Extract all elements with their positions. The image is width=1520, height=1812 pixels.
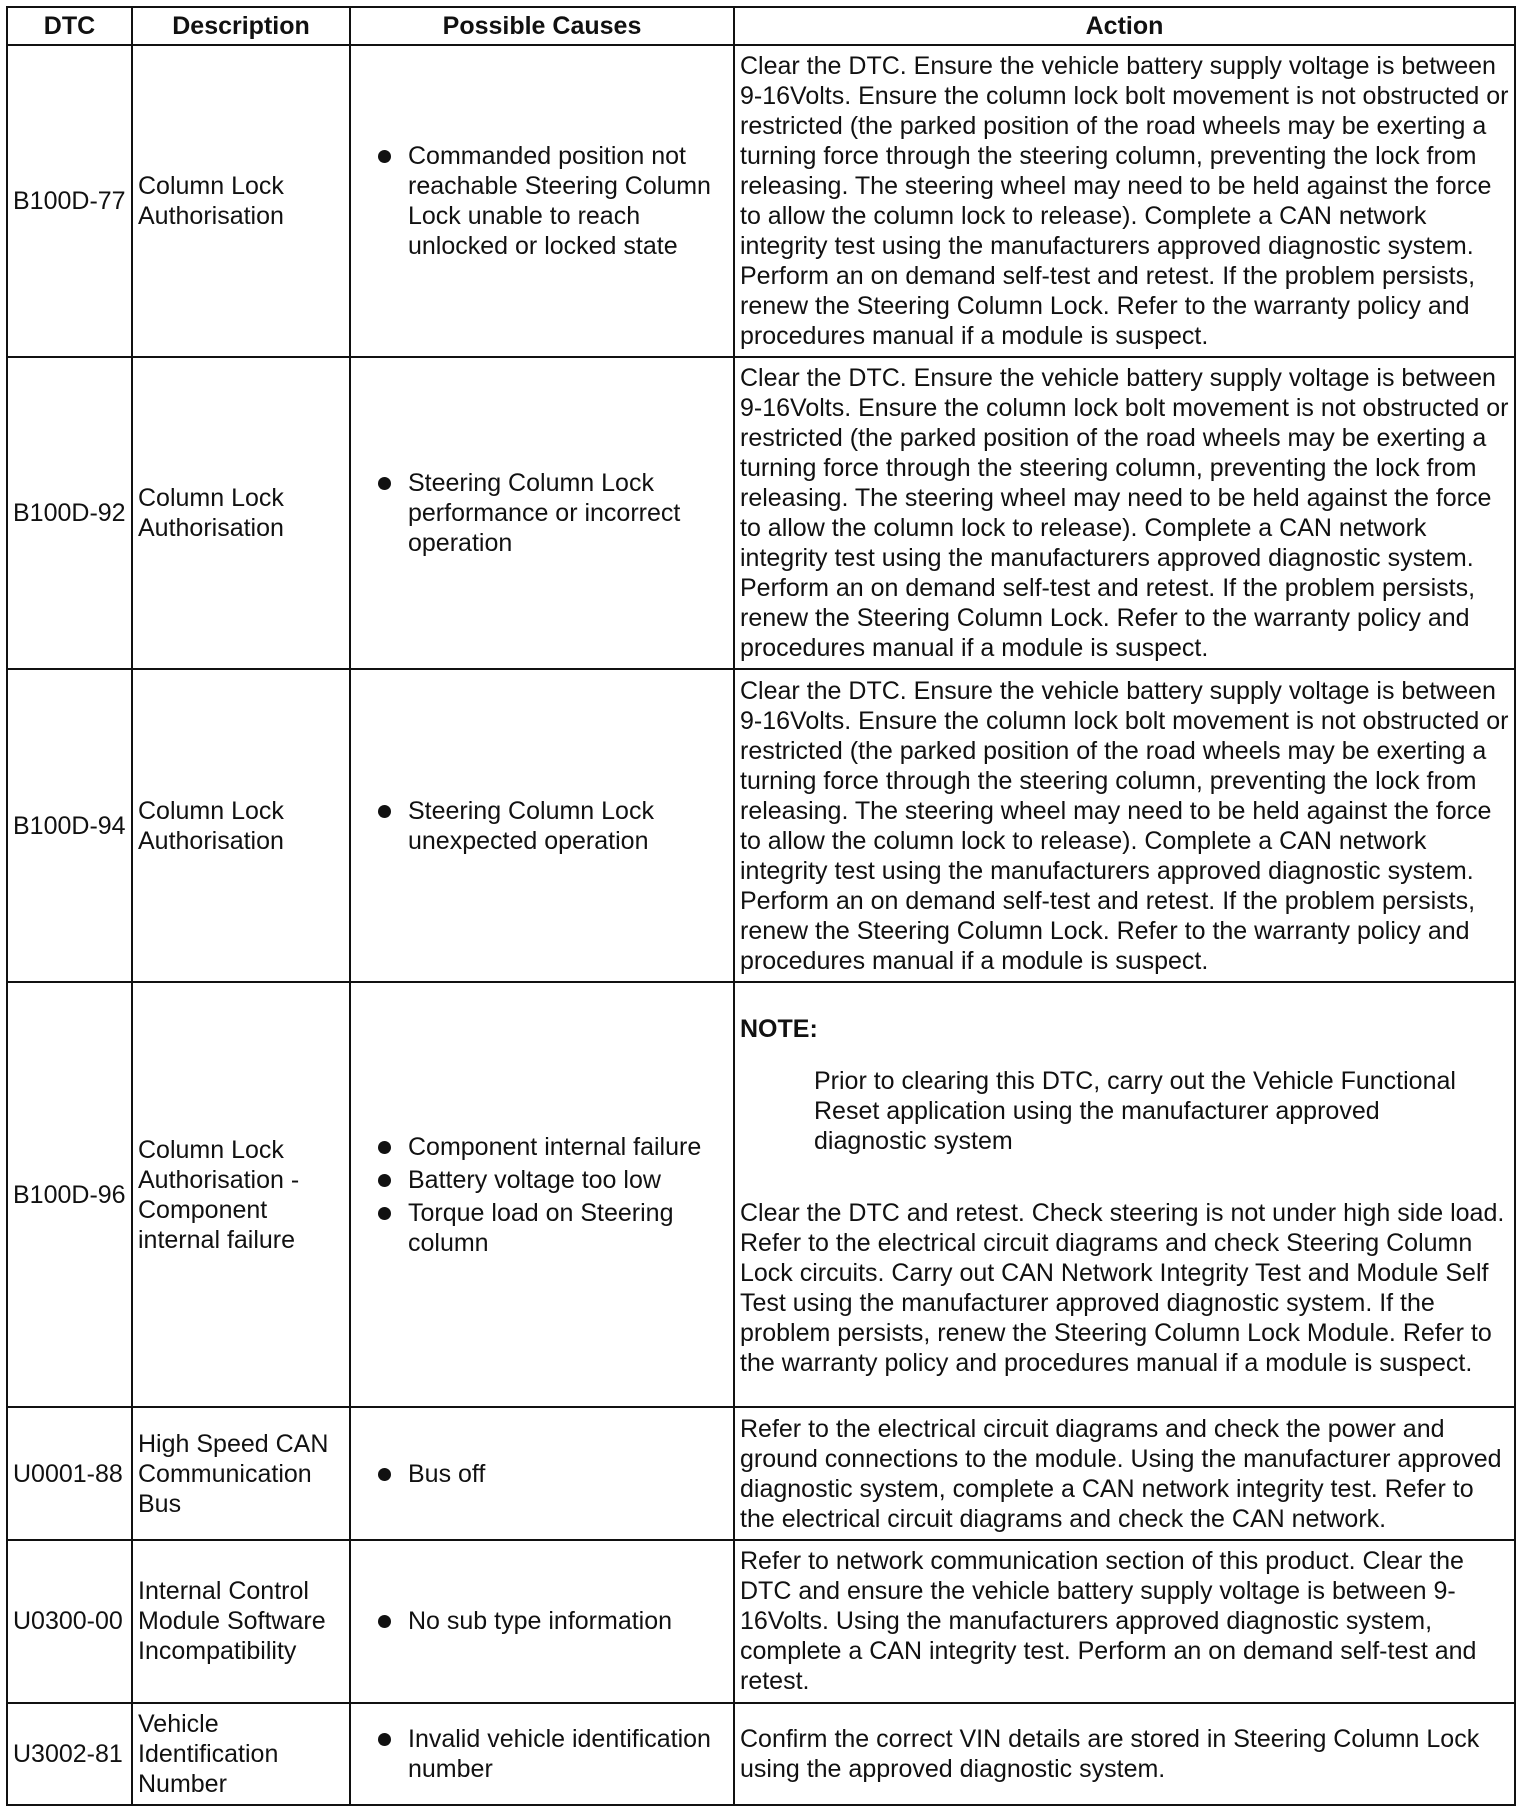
cause-item: Commanded position not reachable Steering Column Lock unable to reach unlocked or locked state — [378, 141, 724, 261]
note-title: NOTE: — [740, 1014, 818, 1043]
table-row — [7, 982, 1515, 1408]
table-row — [7, 1703, 1515, 1805]
cause-item: Steering Column Lock unexpected operation — [378, 796, 724, 856]
table-row — [7, 669, 1515, 981]
action-cell — [734, 982, 1515, 1408]
table-row — [7, 357, 1515, 669]
action-text: Confirm the correct VIN details are stored in Steering Column Lock using the approved diagnostic system. — [734, 1703, 1515, 1805]
header-action: Action — [734, 7, 1515, 45]
table-row — [7, 45, 1515, 357]
possible-causes — [350, 982, 734, 1408]
header-possible-causes: Possible Causes — [350, 7, 734, 45]
dtc-code: U0001-88 — [7, 1407, 132, 1540]
cause-item: Bus off — [378, 1459, 724, 1489]
cause-item: Invalid vehicle identification number — [378, 1724, 724, 1784]
dtc-description: Internal Control Module Software Incompatibility — [132, 1540, 350, 1703]
possible-causes — [350, 669, 734, 981]
dtc-code: B100D-92 — [7, 357, 132, 669]
dtc-table — [6, 6, 1516, 1806]
cause-item: Steering Column Lock performance or incorrect operation — [378, 468, 724, 558]
action-text: Refer to the electrical circuit diagrams and check the power and ground connections to the module. Using the manufacturer approved diagnostic system, complete a CAN network integrity test. Refer to the electrical circuit diagrams and check the CAN network. — [734, 1407, 1515, 1540]
cause-item: Component internal failure — [378, 1132, 724, 1162]
dtc-code: B100D-77 — [7, 45, 132, 357]
header-description: Description — [132, 7, 350, 45]
dtc-description: High Speed CAN Communication Bus — [132, 1407, 350, 1540]
possible-causes — [350, 1703, 734, 1805]
possible-causes — [350, 45, 734, 357]
dtc-description: Column Lock Authorisation — [132, 45, 350, 357]
dtc-code: B100D-96 — [7, 982, 132, 1408]
possible-causes — [350, 357, 734, 669]
dtc-code: B100D-94 — [7, 669, 132, 981]
dtc-description: Column Lock Authorisation - Component internal failure — [132, 982, 350, 1408]
table-row — [7, 1540, 1515, 1703]
dtc-description: Column Lock Authorisation — [132, 669, 350, 981]
action-text: Clear the DTC. Ensure the vehicle battery supply voltage is between 9-16Volts. Ensure the column lock bolt movement is not obstructed or restricted (the parked position of the road wheels may be exerting a turning force through the steering column, preventing the lock from releasing. The steering wheel may need to be held against the force to allow the column lock to release). Complete a CAN network integrity test using the manufacturers approved diagnostic system. Perform an on demand self-test and retest. If the problem persists, renew the Steering Column Lock. Refer to the warranty policy and procedures manual if a module is suspect. — [734, 357, 1515, 669]
dtc-code: U3002-81 — [7, 1703, 132, 1805]
header-dtc: DTC — [7, 7, 132, 45]
action-text: Clear the DTC. Ensure the vehicle battery supply voltage is between 9-16Volts. Ensure the column lock bolt movement is not obstructed or restricted (the parked position of the road wheels may be exerting a turning force through the steering column, preventing the lock from releasing. The steering wheel may need to be held against the force to allow the column lock to release). Complete a CAN network integrity test using the manufacturers approved diagnostic system. Perform an on demand self-test and retest. If the problem persists, renew the Steering Column Lock. Refer to the warranty policy and procedures manual if a module is suspect. — [734, 669, 1515, 981]
note-body: Prior to clearing this DTC, carry out the Vehicle Functional Reset application using the manufacturer approved diagnostic system — [814, 1066, 1456, 1155]
action-text: Refer to network communication section of this product. Clear the DTC and ensure the vehicle battery supply voltage is between 9-16Volts. Using the manufacturers approved diagnostic system, complete a CAN integrity test. Perform an on demand self-test and retest. — [734, 1540, 1515, 1703]
possible-causes — [350, 1540, 734, 1703]
possible-causes — [350, 1407, 734, 1540]
cause-item: Torque load on Steering column — [378, 1198, 724, 1258]
header-row — [7, 7, 1515, 45]
dtc-description: Vehicle Identification Number — [132, 1703, 350, 1805]
dtc-code: U0300-00 — [7, 1540, 132, 1703]
action-text: Clear the DTC and retest. Check steering is not under high side load. Refer to the electrical circuit diagrams and check Steering Column Lock circuits. Carry out CAN Network Integrity Test and Module Self Test using the manufacturer approved diagnostic system. If the problem persists, renew the Steering Column Lock Module. Refer to the warranty policy and procedures manual if a module is suspect. — [740, 1198, 1505, 1377]
action-text: Clear the DTC. Ensure the vehicle battery supply voltage is between 9-16Volts. Ensure the column lock bolt movement is not obstructed or restricted (the parked position of the road wheels may be exerting a turning force through the steering column, preventing the lock from releasing. The steering wheel may need to be held against the force to allow the column lock to release). Complete a CAN network integrity test using the manufacturers approved diagnostic system. Perform an on demand self-test and retest. If the problem persists, renew the Steering Column Lock. Refer to the warranty policy and procedures manual if a module is suspect. — [734, 45, 1515, 357]
dtc-description: Column Lock Authorisation — [132, 357, 350, 669]
table-row — [7, 1407, 1515, 1540]
cause-item: Battery voltage too low — [378, 1165, 724, 1195]
cause-item: No sub type information — [378, 1606, 724, 1636]
